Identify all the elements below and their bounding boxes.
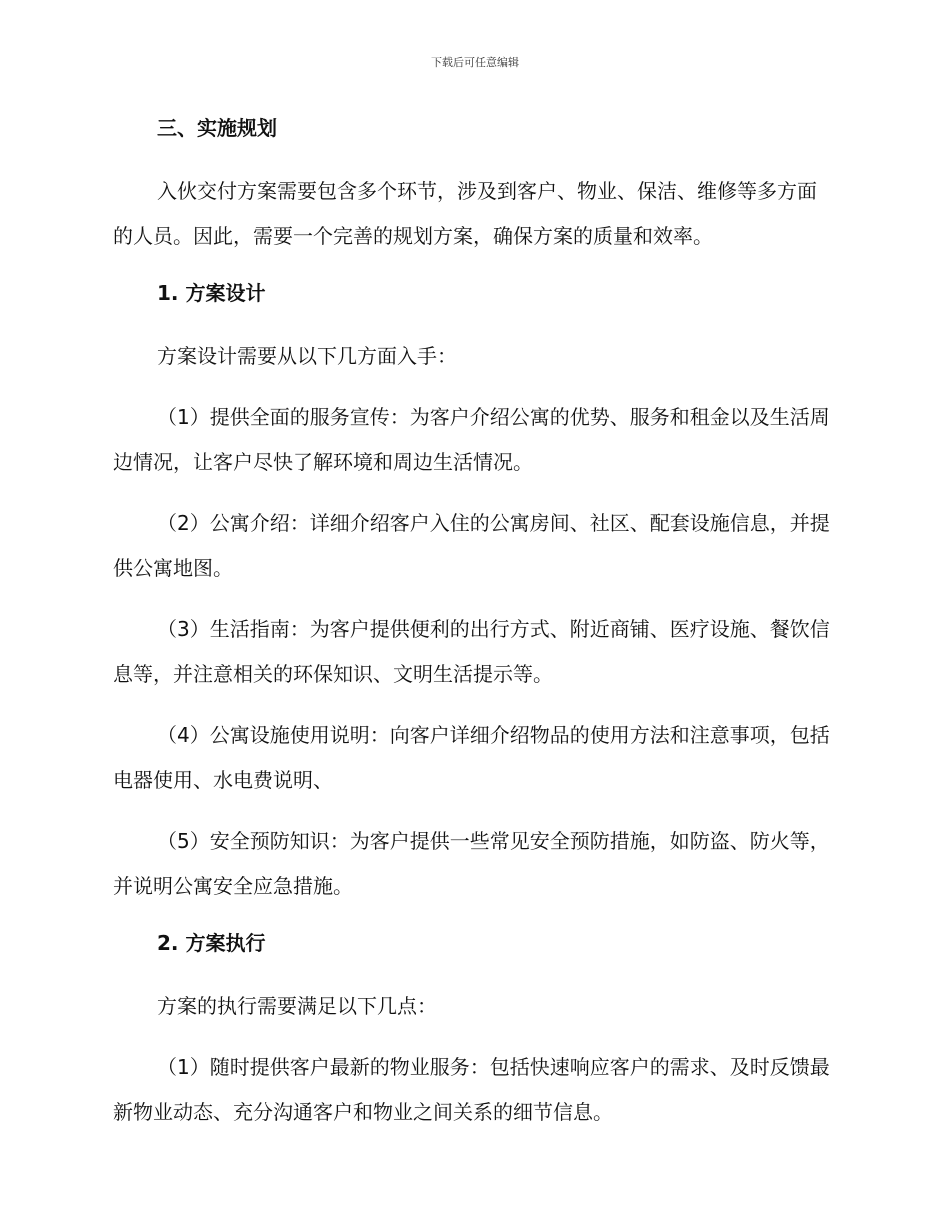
execution-lead: 方案的执行需要满足以下几点： xyxy=(157,994,437,1018)
design-item-4: （4）公寓设施使用说明：向客户详细介绍物品的使用方法和注意事项，包括电器使用、水电费说明、 xyxy=(113,723,830,792)
document-body xyxy=(113,110,833,1151)
section-title: 三、实施规划 xyxy=(157,116,277,140)
design-item-2: （2）公寓介绍：详细介绍客户入住的公寓房间、社区、配套设施信息，并提供公寓地图。 xyxy=(113,511,830,580)
execution-heading: 2. 方案执行 xyxy=(157,931,266,955)
execution-item-1: （1）随时提供客户最新的物业服务：包括快速响应客户的需求、及时反馈最新物业动态、充分沟通客户和物业之间关系的细节信息。 xyxy=(113,1055,830,1124)
design-item-3: （3）生活指南：为客户提供便利的出行方式、附近商铺、医疗设施、餐饮信息等，并注意相关的环保知识、文明生活提示等。 xyxy=(113,617,830,686)
design-heading: 1. 方案设计 xyxy=(157,281,266,305)
page-header-note: 下载后可任意编辑 xyxy=(431,56,519,69)
design-item-1: （1）提供全面的服务宣传：为客户介绍公寓的优势、服务和租金以及生活周边情况，让客户尽快了解环境和周边生活情况。 xyxy=(113,405,830,474)
design-lead: 方案设计需要从以下几方面入手： xyxy=(157,344,457,368)
intro-paragraph: 入伙交付方案需要包含多个环节，涉及到客户、物业、保洁、维修等多方面的人员。因此，需要一个完善的规划方案，确保方案的质量和效率。 xyxy=(113,179,817,248)
design-item-5: （5）安全预防知识：为客户提供一些常见安全预防措施，如防盗、防火等，并说明公寓安全应急措施。 xyxy=(113,829,830,898)
